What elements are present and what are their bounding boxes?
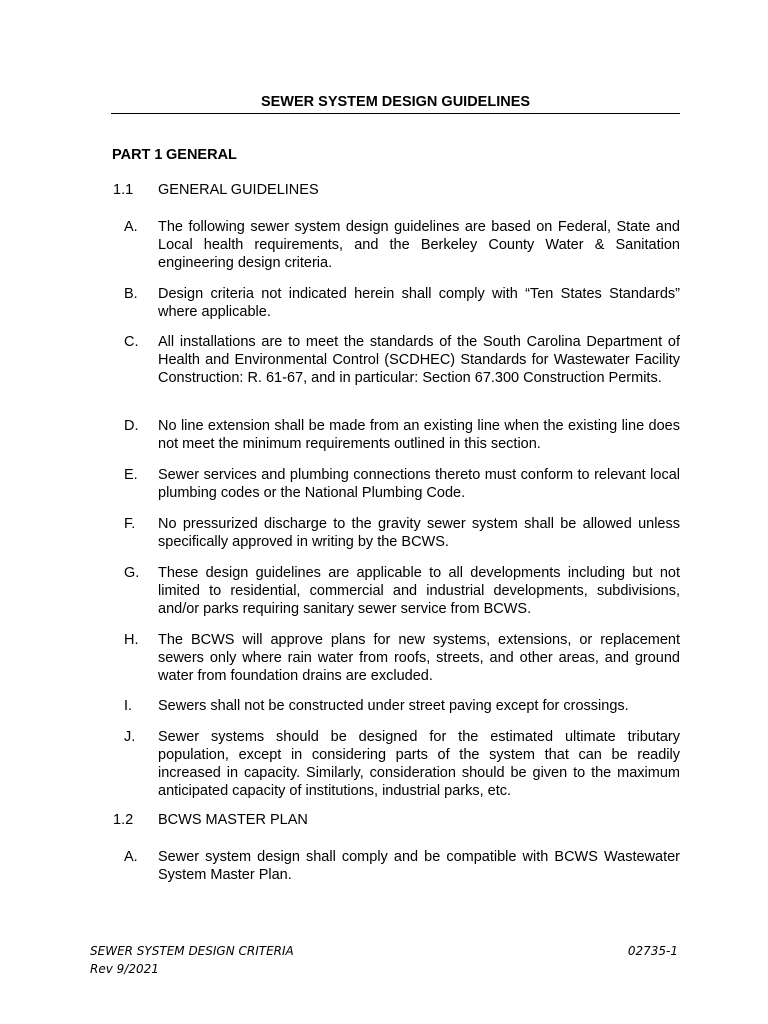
item-letter: D. <box>124 418 139 434</box>
item-text: No line extension shall be made from an existing line when the existing line does not meet the minimum requirements outlined in this section. <box>158 418 680 452</box>
list-item <box>124 417 680 453</box>
item-text: Sewer systems should be designed for the estimated ultimate tributary population, except in considering parts of the system that can be readily increased in capacity. Similarly, consideration should be given to the maximum anticipated capacity of institutions, industrial parks, etc. <box>158 729 680 799</box>
list-item <box>124 218 680 272</box>
item-text: Sewer system design shall comply and be compatible with BCWS Wastewater System Master Plan. <box>158 849 680 883</box>
item-text: No pressurized discharge to the gravity sewer system shall be allowed unless specifically approved in writing by the BCWS. <box>158 516 680 550</box>
part-label: GENERAL <box>166 147 237 163</box>
item-letter: E. <box>124 467 138 483</box>
item-letter: A. <box>124 219 138 235</box>
item-letter: C. <box>124 334 139 350</box>
section-heading-1-2 <box>113 812 308 828</box>
footer-left <box>90 942 294 978</box>
list-item <box>124 697 680 715</box>
item-letter: A. <box>124 849 138 865</box>
section-heading-1-1 <box>113 182 319 198</box>
item-text: All installations are to meet the standards of the South Carolina Department of Health and Environmental Control (SCDHEC) Standards for Wastewater Facility Construction: R. 61-67, and in particular: Section 67.300 Construction Permits. <box>158 334 680 386</box>
item-text: Sewers shall not be constructed under street paving except for crossings. <box>158 698 629 714</box>
item-text: The following sewer system design guidelines are based on Federal, State and Local health requirements, and the Berkeley County Water & Sanitation engineering design criteria. <box>158 219 680 271</box>
item-letter: B. <box>124 286 138 302</box>
section-label: GENERAL GUIDELINES <box>158 182 319 198</box>
list-item <box>124 466 680 502</box>
list-item <box>124 333 680 387</box>
footer-revision: Rev 9/2021 <box>90 962 159 976</box>
list-item <box>124 515 680 551</box>
list-item <box>124 631 680 685</box>
item-letter: F. <box>124 516 136 532</box>
item-letter: G. <box>124 565 140 581</box>
footer-doc-name: SEWER SYSTEM DESIGN CRITERIA <box>90 944 294 958</box>
section-number: 1.1 <box>113 182 134 198</box>
part-heading <box>112 147 237 163</box>
item-text: Design criteria not indicated herein shall comply with “Ten States Standards” where applicable. <box>158 286 680 320</box>
list-item <box>124 285 680 321</box>
item-letter: I. <box>124 698 133 714</box>
item-letter: J. <box>124 729 136 745</box>
footer-page-number: 02735-1 <box>627 944 678 958</box>
section-number: 1.2 <box>113 812 134 828</box>
section-label: BCWS MASTER PLAN <box>158 812 308 828</box>
item-text: Sewer services and plumbing connections thereto must conform to relevant local plumbing codes or the National Plumbing Code. <box>158 467 680 501</box>
item-text: The BCWS will approve plans for new systems, extensions, or replacement sewers only where rain water from roofs, streets, and other areas, and ground water from foundation drains are excluded. <box>158 632 680 684</box>
part-number: PART 1 <box>112 147 163 163</box>
list-item <box>124 564 680 618</box>
document-title: SEWER SYSTEM DESIGN GUIDELINES <box>111 94 680 114</box>
item-letter: H. <box>124 632 139 648</box>
item-text: These design guidelines are applicable to all developments including but not limited to residential, commercial and industrial developments, subdivisions, and/or parks requiring sanitary sewer service from BCWS. <box>158 565 680 617</box>
list-item <box>124 728 680 800</box>
list-item <box>124 848 680 884</box>
